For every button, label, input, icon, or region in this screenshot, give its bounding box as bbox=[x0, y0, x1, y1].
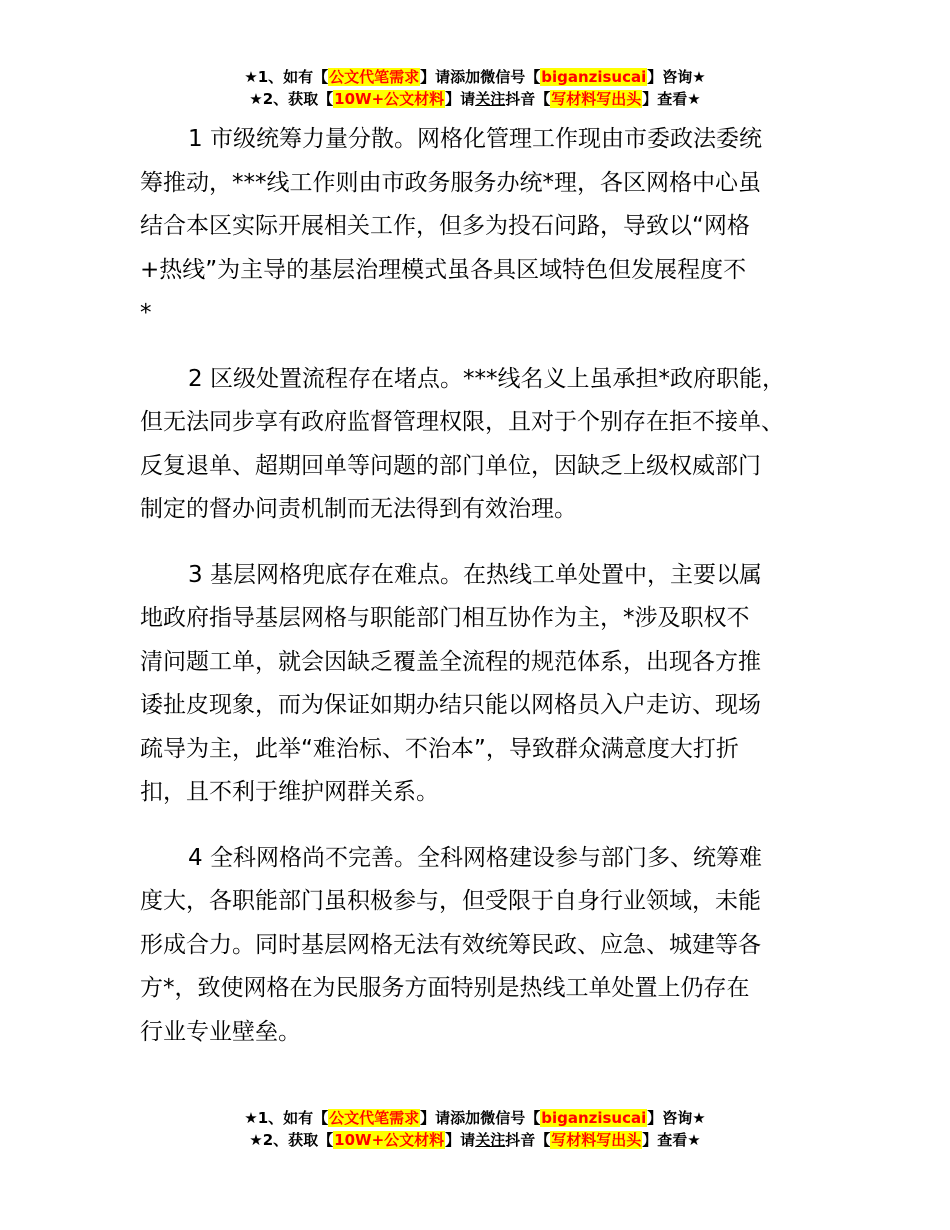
paragraph-line: * bbox=[140, 300, 152, 326]
paragraph-line: 2 区级处置流程存在堵点。***线名义上虽承担*政府职能， bbox=[188, 365, 785, 392]
banner-text: 】查看 bbox=[642, 1131, 688, 1149]
banner-line-1 bbox=[0, 1107, 950, 1129]
highlight-douyin: 写材料写出头 bbox=[551, 1131, 642, 1149]
paragraph-3 bbox=[140, 554, 830, 815]
banner-text: 微信号【 bbox=[480, 68, 541, 86]
highlight-wechat-id: biganzisucai bbox=[541, 1109, 647, 1127]
highlight-wechat-id: biganzisucai bbox=[541, 68, 647, 86]
banner-text: 1、如有【 bbox=[257, 68, 329, 86]
paragraph-line: 行业专业壁垒。 bbox=[140, 1018, 301, 1045]
paragraph-4 bbox=[140, 837, 830, 1055]
banner-line-1 bbox=[0, 66, 950, 88]
banner-text: 】请 bbox=[420, 68, 451, 86]
paragraph-line: 筹推动，***线工作则由市政务服务办统*理，各区网格中心虽 bbox=[140, 169, 761, 196]
paragraph-line: 但无法同步享有政府监督管理权限，且对于个别存在拒不接单、 bbox=[140, 409, 784, 435]
banner-line-2 bbox=[0, 1129, 950, 1151]
star-icon: ★ bbox=[692, 68, 706, 86]
banner-text: 】请 bbox=[445, 1131, 476, 1149]
star-icon: ★ bbox=[692, 1109, 706, 1127]
paragraph-line: 方*，致使网格在为民服务方面特别是热线工单处置上仍存在 bbox=[140, 975, 750, 1001]
star-icon: ★ bbox=[244, 1109, 258, 1127]
paragraph-line: 反复退单、超期回单等问题的部门单位，因缺乏上级权威部门 bbox=[140, 452, 761, 479]
star-icon: ★ bbox=[249, 90, 263, 108]
banner-line-2 bbox=[0, 88, 950, 110]
banner-emphasis: 关注 bbox=[475, 1131, 506, 1149]
paragraph-line: 扣，且不利于维护网群关系。 bbox=[140, 779, 439, 805]
banner-emphasis: 添加 bbox=[450, 1109, 481, 1127]
paragraph-line: 疏导为主，此举“难治标、不治本”，导致群众满意度大打折 bbox=[140, 735, 739, 762]
banner-text: 抖音【 bbox=[505, 90, 551, 108]
banner-text: 1、如有【 bbox=[257, 1109, 329, 1127]
paragraph-line: 地政府指导基层网格与职能部门相互协作为主，*涉及职权不 bbox=[140, 605, 750, 631]
paragraph-line: +热线”为主导的基层治理模式虽各具区域特色但发展程度不 bbox=[140, 256, 747, 283]
banner-text: 抖音【 bbox=[505, 1131, 551, 1149]
paragraph-line: 制定的督办问责机制而无法得到有效治理。 bbox=[140, 496, 577, 522]
banner-emphasis: 添加 bbox=[450, 68, 481, 86]
banner-text: 】请 bbox=[445, 90, 476, 108]
paragraph-line: 清问题工单，就会因缺乏覆盖全流程的规范体系，出现各方推 bbox=[140, 648, 761, 675]
highlight-service: 公文代笔需求 bbox=[329, 1109, 420, 1127]
banner-emphasis: 关注 bbox=[475, 90, 506, 108]
paragraph-1 bbox=[140, 118, 830, 336]
highlight-materials: 10W+公文材料 bbox=[334, 90, 445, 108]
paragraph-line: 结合本区实际开展相关工作，但多为投石问路，导致以“网格 bbox=[140, 213, 750, 239]
document-body bbox=[140, 118, 830, 1054]
paragraph-line: 1 市级统筹力量分散。网格化管理工作现由市委政法委统 bbox=[188, 126, 762, 152]
banner-text: 】请 bbox=[420, 1109, 451, 1127]
banner-text: 】咨询 bbox=[647, 1109, 693, 1127]
highlight-douyin: 写材料写出头 bbox=[551, 90, 642, 108]
star-icon: ★ bbox=[687, 90, 701, 108]
paragraph-line: 度大，各职能部门虽积极参与，但受限于自身行业领域，未能 bbox=[140, 888, 761, 914]
header-banner bbox=[0, 66, 950, 110]
paragraph-2 bbox=[140, 358, 830, 532]
paragraph-line: 诿扯皮现象，而为保证如期办结只能以网格员入户走访、现场 bbox=[140, 692, 761, 718]
paragraph-line: 3 基层网格兜底存在难点。在热线工单处置中，主要以属 bbox=[188, 561, 762, 588]
highlight-service: 公文代笔需求 bbox=[329, 68, 420, 86]
highlight-materials: 10W+公文材料 bbox=[334, 1131, 445, 1149]
banner-text: 微信号【 bbox=[480, 1109, 541, 1127]
banner-text: 】咨询 bbox=[647, 68, 693, 86]
star-icon: ★ bbox=[249, 1131, 263, 1149]
star-icon: ★ bbox=[687, 1131, 701, 1149]
banner-text: 2、获取【 bbox=[262, 1131, 334, 1149]
paragraph-line: 4 全科网格尚不完善。全科网格建设参与部门多、统筹难 bbox=[188, 844, 762, 871]
paragraph-line: 形成合力。同时基层网格无法有效统筹民政、应急、城建等各 bbox=[140, 931, 761, 958]
banner-text: 】查看 bbox=[642, 90, 688, 108]
footer-banner bbox=[0, 1107, 950, 1151]
banner-text: 2、获取【 bbox=[262, 90, 334, 108]
star-icon: ★ bbox=[244, 68, 258, 86]
